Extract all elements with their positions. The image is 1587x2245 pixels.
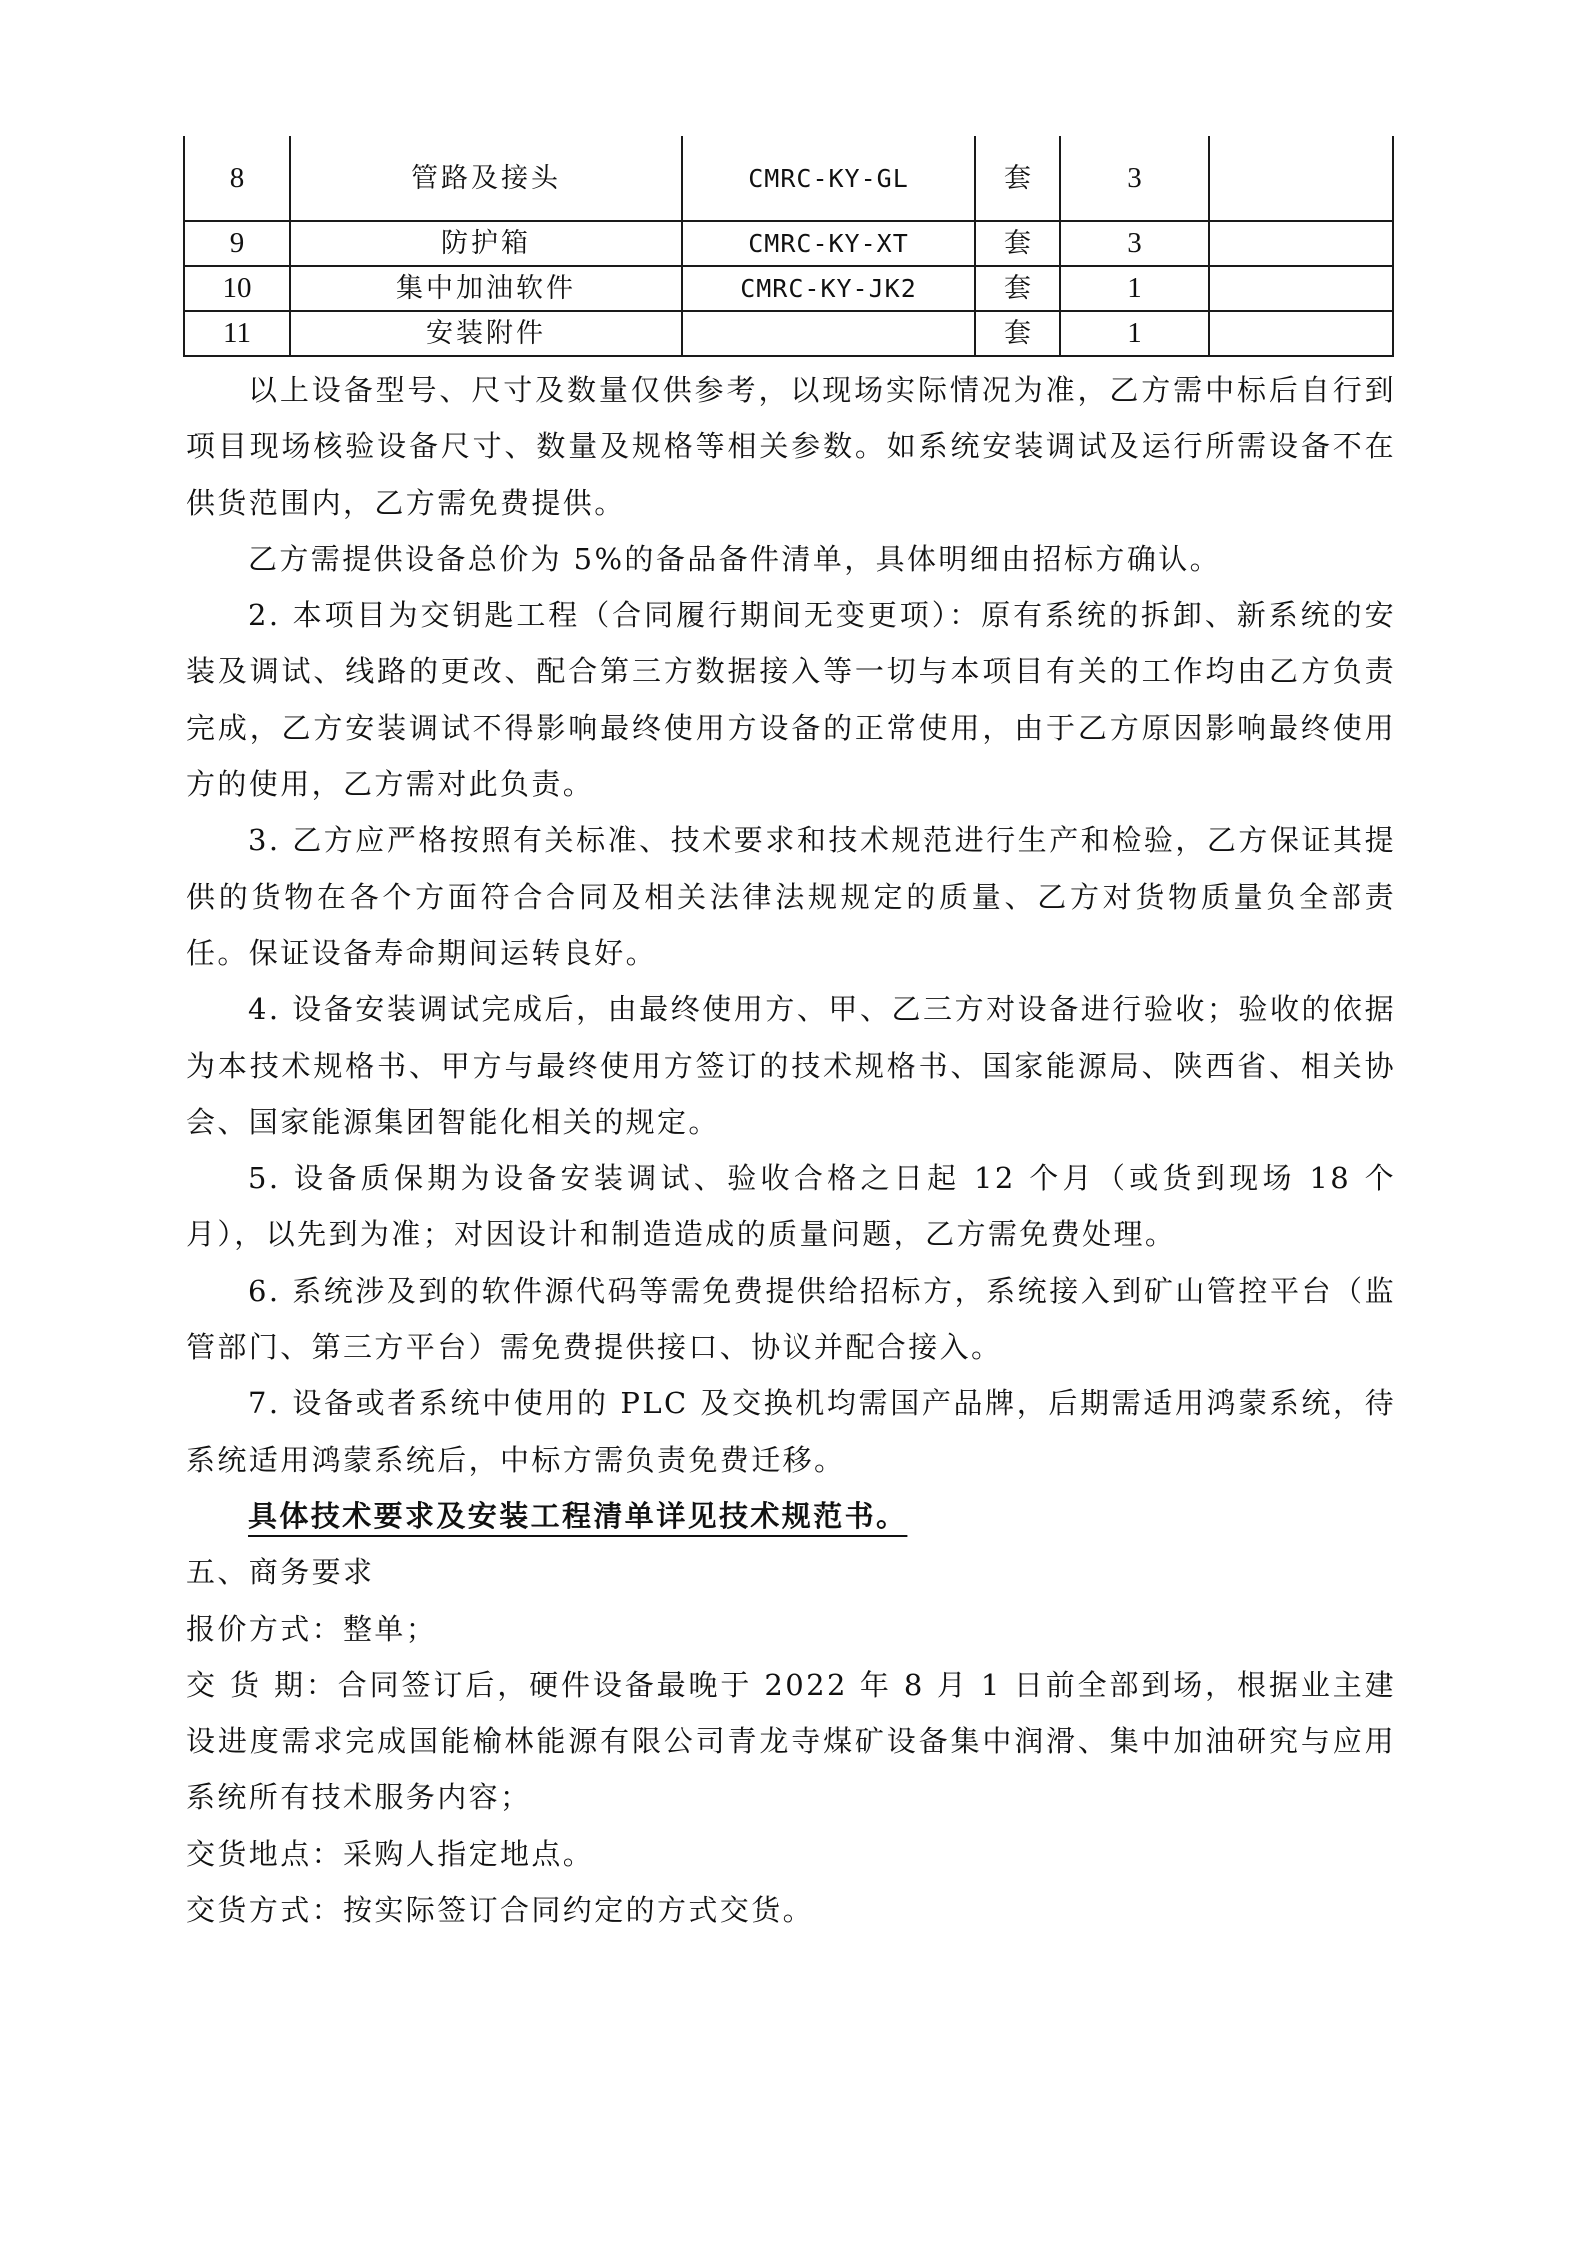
item-unit: 套 — [975, 266, 1060, 311]
paragraph-spec-reference — [186, 1488, 1396, 1544]
row-number: 8 — [184, 136, 290, 221]
item-note — [1209, 136, 1393, 221]
item-name: 安装附件 — [290, 311, 682, 356]
paragraph-quote-method: 报价方式：整单； — [186, 1611, 438, 1646]
item-name: 防护箱 — [290, 221, 682, 266]
row-number: 9 — [184, 221, 290, 266]
paragraph-spare-parts: 乙方需提供设备总价为 5%的备品备件清单，具体明细由招标方确认。 — [248, 541, 1222, 576]
paragraph-item-2: 2. 本项目为交钥匙工程（合同履行期间无变更项）：原有系统的拆卸、新系统的安装及调试、线路的更改、配合第三方数据接入等一切与本项目有关的工作均由乙方负责完成，乙方安装调试不得影响最终使用方设备的正常使用，由于乙方原因影响最终使用方的使用，乙方需对此负责。 — [186, 598, 1396, 802]
spec-reference-text: 具体技术要求及安装工程清单详见技术规范书。 — [248, 1498, 908, 1533]
item-model: CMRC-KY-JK2 — [682, 266, 975, 311]
paragraph-equipment-note: 以上设备型号、尺寸及数量仅供参考，以现场实际情况为准，乙方需中标后自行到项目现场核验设备尺寸、数量及规格等相关参数。如系统安装调试及运行所需设备不在供货范围内，乙方需免费提供。 — [186, 373, 1396, 520]
table-row — [184, 221, 1393, 266]
item-quantity: 3 — [1060, 221, 1209, 266]
item-quantity: 1 — [1060, 266, 1209, 311]
item-model — [682, 311, 975, 356]
item-model: CMRC-KY-GL — [682, 136, 975, 221]
item-note — [1209, 311, 1393, 356]
section-heading-business: 五、商务要求 — [186, 1555, 375, 1590]
row-number: 10 — [184, 266, 290, 311]
table-row — [184, 311, 1393, 356]
paragraph-item-4: 4. 设备安装调试完成后，由最终使用方、甲、乙三方对设备进行验收；验收的依据为本技术规格书、甲方与最终使用方签订的技术规格书、国家能源局、陕西省、相关协会、国家能源集团智能化相关的规定。 — [186, 992, 1396, 1139]
table-row — [184, 266, 1393, 311]
item-unit: 套 — [975, 221, 1060, 266]
item-name: 集中加油软件 — [290, 266, 682, 311]
item-name: 管路及接头 — [290, 136, 682, 221]
paragraph-delivery-location: 交货地点：采购人指定地点。 — [186, 1836, 595, 1871]
item-quantity: 1 — [1060, 311, 1209, 356]
item-unit: 套 — [975, 136, 1060, 221]
document-body — [186, 362, 1396, 1938]
item-note — [1209, 221, 1393, 266]
item-quantity: 3 — [1060, 136, 1209, 221]
item-model: CMRC-KY-XT — [682, 221, 975, 266]
paragraph-item-5: 5. 设备质保期为设备安装调试、验收合格之日起 12 个月（或货到现场 18 个月），以先到为准；对因设计和制造造成的质量问题，乙方需免费处理。 — [186, 1161, 1396, 1252]
paragraph-delivery-period: 交 货 期：合同签订后，硬件设备最晚于 2022 年 8 月 1 日前全部到场，根据业主建设进度需求完成国能榆林能源有限公司青龙寺煤矿设备集中润滑、集中加油研究与应用系统所有技术服务内容； — [186, 1667, 1396, 1815]
paragraph-item-7: 7. 设备或者系统中使用的 PLC 及交换机均需国产品牌，后期需适用鸿蒙系统，待系统适用鸿蒙系统后，中标方需负责免费迁移。 — [186, 1386, 1396, 1477]
item-unit: 套 — [975, 311, 1060, 356]
equipment-table — [183, 136, 1394, 357]
paragraph-item-3: 3. 乙方应严格按照有关标准、技术要求和技术规范进行生产和检验，乙方保证其提供的货物在各个方面符合合同及相关法律法规规定的质量、乙方对货物质量负全部责任。保证设备寿命期间运转良好。 — [186, 823, 1396, 970]
table-row — [184, 136, 1393, 221]
paragraph-item-6: 6. 系统涉及到的软件源代码等需免费提供给招标方，系统接入到矿山管控平台（监管部门、第三方平台）需免费提供接口、协议并配合接入。 — [186, 1273, 1396, 1365]
row-number: 11 — [184, 311, 290, 356]
paragraph-delivery-method: 交货方式：按实际签订合同约定的方式交货。 — [186, 1893, 815, 1928]
item-note — [1209, 266, 1393, 311]
